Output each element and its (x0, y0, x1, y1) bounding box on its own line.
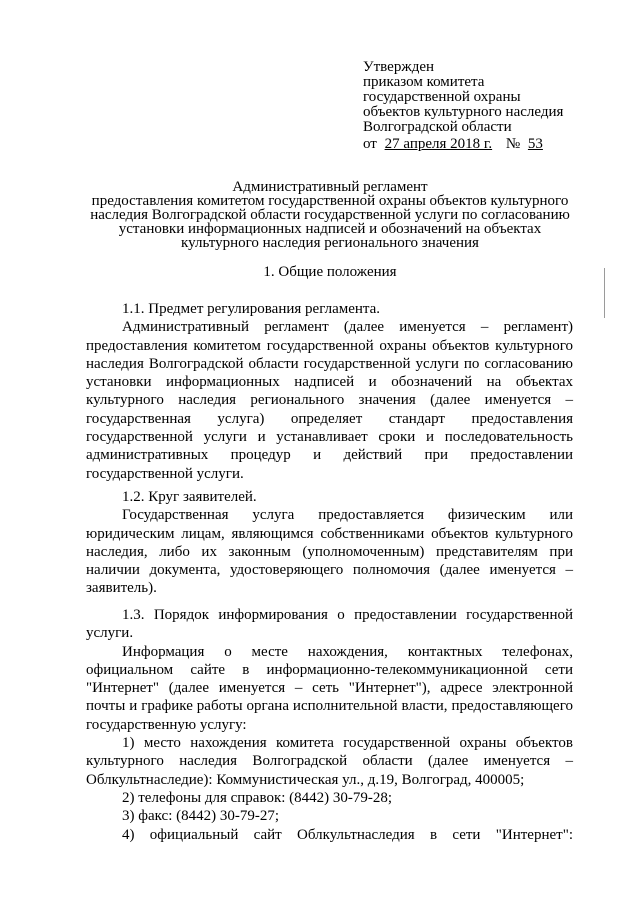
clause-1-1 (86, 300, 573, 483)
approval-date-line (363, 137, 603, 152)
title-line: предоставления комитетом государственной охраны объектов культурного (91, 193, 569, 209)
title-line: культурного наследия регионального значения (181, 235, 479, 251)
margin-mark (604, 268, 605, 318)
section-heading: 1. Общие положения (263, 264, 397, 280)
title-line: наследия Волгоградской области государственной услуги по согласованию (90, 207, 570, 223)
approval-date: 27 апреля 2018 г. (384, 136, 493, 152)
approval-line: государственной охраны (363, 89, 521, 105)
clause-body: Административный регламент (далее именуется – регламент) предоставления комитетом государственной охраны объектов культурного наследия Волгоградской области государственной услуги по согласованию установки информационных надписей и обозначений на объектах культурного наследия регионального значения (далее именуется – государственная услуга) определяет стандарт предоставления государственной услуги и устанавливает сроки и последовательность административных процедур и действий при предоставлении государственной услуги. (86, 319, 573, 482)
list-item: 2) телефоны для справок: (8442) 30-79-28; (122, 789, 393, 806)
clause-1-3 (86, 606, 573, 844)
clause-body: Информация о месте нахождения, контактных телефонах, официальном сайте в информационно-телекоммуникационной сети "Интернет" (далее именуется – сеть "Интернет"), адресе электронной почты и графике работы органа исполнительной власти, предоставляющего государственную услугу: (86, 643, 573, 733)
approval-stamp (363, 60, 603, 152)
list-item: 3) факс: (8442) 30-79-27; (122, 808, 280, 825)
title-line: Административный регламент (232, 179, 428, 195)
clause-heading: 1.3. Порядок информирования о предоставлении государственной услуги. (86, 607, 573, 642)
date-prefix: от (363, 136, 377, 152)
clause-body: Государственная услуга предоставляется физическим или юридическим лицам, являющимся собственниками объектов культурного наследия, либо их законным (уполномоченным) представителям при наличии документа, удостоверяющего полномочия (далее именуется – заявитель). (86, 507, 573, 597)
approval-line: приказом комитета (363, 74, 485, 90)
approval-line: Волгоградской области (363, 119, 512, 135)
document-title (70, 180, 590, 250)
approval-number: 53 (527, 136, 543, 152)
title-line: установки информационных надписей и обозначений на объектах (118, 221, 542, 237)
clause-1-2 (86, 488, 573, 598)
list-item: 4) официальный сайт Облкультнаследия в сети "Интернет": (122, 826, 573, 843)
approval-line: объектов культурного наследия (363, 104, 564, 120)
clause-heading: 1.1. Предмет регулирования регламента. (122, 301, 381, 317)
clause-heading: 1.2. Круг заявителей. (122, 489, 257, 505)
approval-line: Утвержден (363, 59, 435, 75)
number-prefix: № (505, 136, 521, 152)
list-item: 1) место нахождения комитета государственной охраны объектов культурного наследия Волгоградской области (далее именуется – Облкультнаследие): Коммунистическая ул., д.19, Волгоград, 400005; (86, 735, 573, 788)
